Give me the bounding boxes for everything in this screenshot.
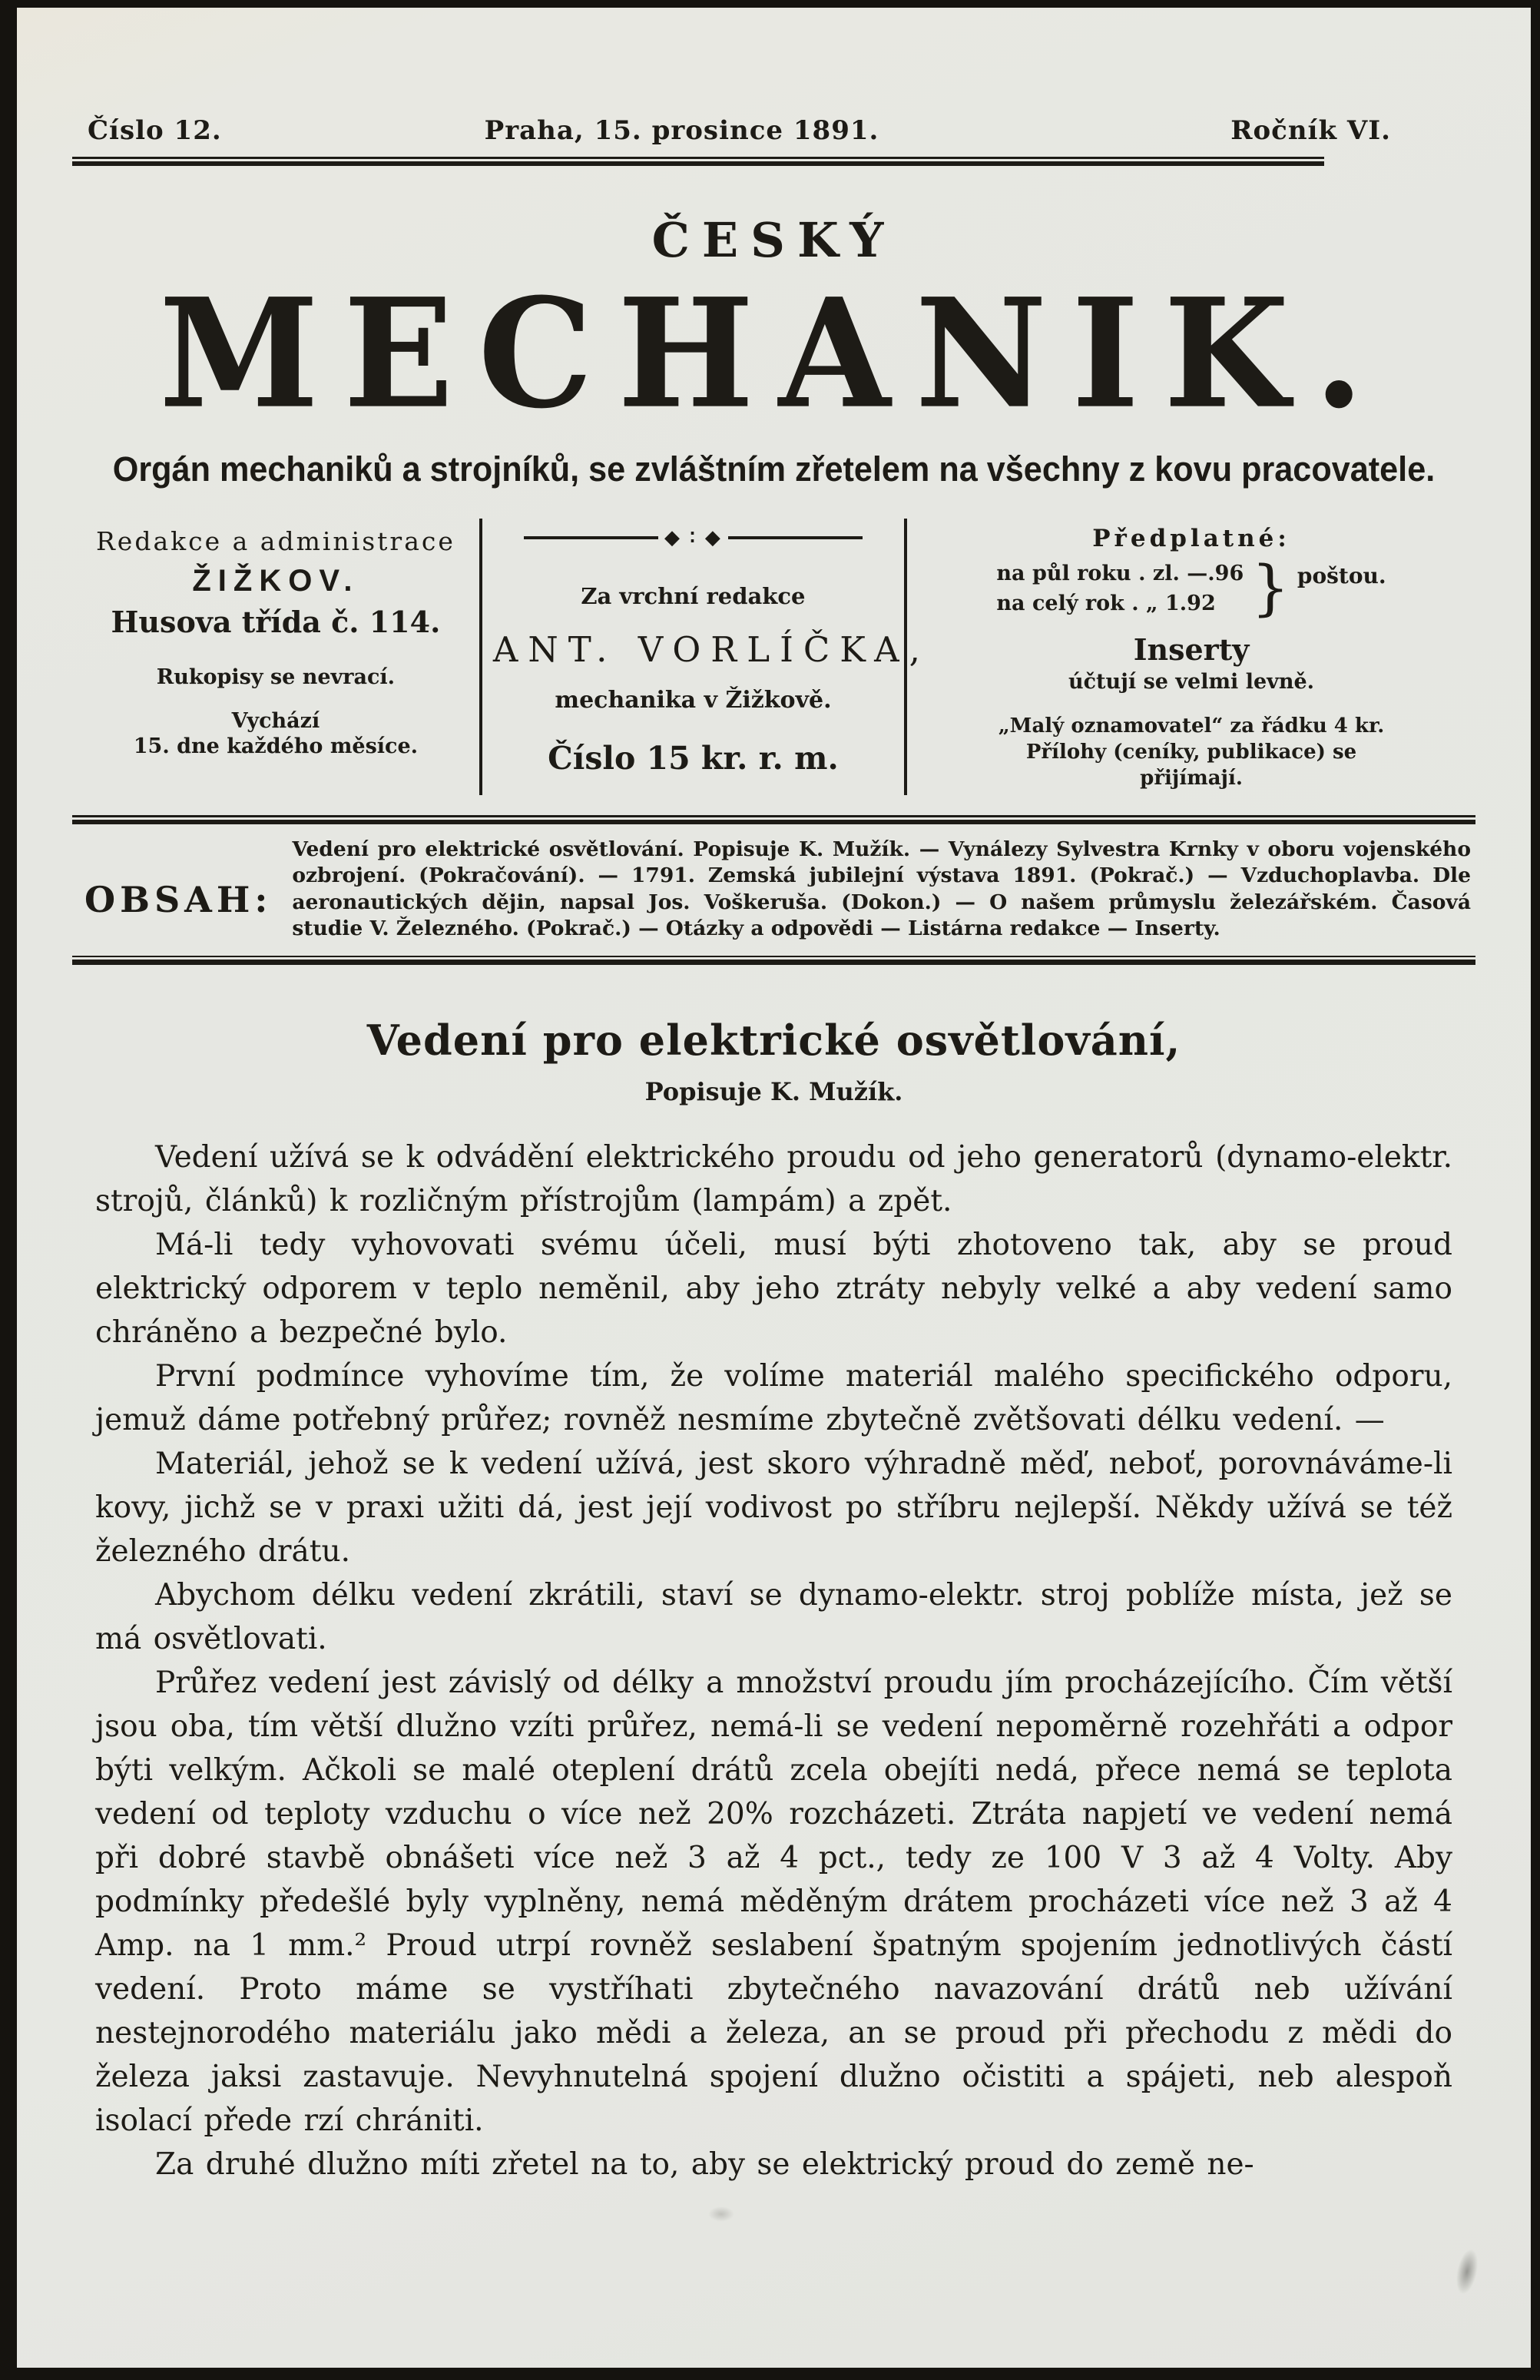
masthead-subtitle: Orgán mechaniků a strojníků, se zvláštním zřetelem na všechny z kovu pracovatele. [112,449,1436,489]
info-column-editor [479,519,930,795]
article-paragraph: První podmínce vyhovíme tím, že volíme materiál malého specifického odporu, jemuž dáme potřebný průřez; rovněž nesmíme zbytečně zvětšovati délku vedení. — [95,1359,1452,1438]
small-ads-notes [918,714,1465,791]
info-box [72,519,1475,795]
header-rule [72,157,1324,166]
editor-intro: Za vrchní redakce [581,583,806,609]
redakce-address: Husova třída č. 114. [111,605,441,639]
issue-price: Číslo 15 kr. r. m. [548,740,839,777]
contents-text: Vedení pro elektrické osvětlování. Popisuje K. Mužík. — Vynálezy Sylvestra Krnky v oboru vojenského ozbrojení. (Pokračování). — 1791. Zemská jubilejní výstava 1891. (Pokrač.) — Vzduchoplavba. Dle aeronautických dějin, napsal Jos. Voškeruša. (Dokon.) — O našem průmyslu železářském. Časová studie V. Železného. (Pokrač.) — Otázky a odpovědi — Listárna redakce — Inserty. [292,837,1471,940]
header-row [72,115,1475,146]
ornament-bar-left [524,536,658,539]
contents-rule-top [72,815,1475,824]
manuscripts-note: Rukopisy se nevrací. [156,665,396,689]
subscription-heading: Předplatné: [1092,525,1290,552]
masthead-title: MECHANIK. [159,265,1389,443]
editor-name: ANT. VORLÍČKA, [492,629,930,670]
ornament-bar-right [728,536,863,539]
publishes-note: Vychází [231,709,320,733]
paper [17,8,1531,2368]
volume-number: Ročník VI. [1230,115,1391,146]
ornament-divider [524,526,863,549]
info-column-redakce [72,519,479,795]
contents-block [72,837,1475,943]
small-ads-line2: Přílohy (ceníky, publikace) se [1025,741,1357,764]
place-date: Praha, 15. prosince 1891. [484,115,879,146]
article-paragraph: Abychom délku vedení zkrátili, staví se dynamo-elektr. stroj poblíže místa, jež se má osvětlovati. [95,1578,1452,1657]
brace-glyph: } [1251,554,1290,624]
contents-rule-bottom [72,956,1475,965]
editor-profession: mechanika v Žižkově. [555,687,832,714]
small-ads-line3: přijímají. [1140,766,1243,790]
issue-number: Číslo 12. [88,115,222,146]
price-half-year: na půl roku . zl. —.96 [996,562,1244,585]
article-paragraph: Vedení užívá se k odvádění elektrického proudu od jeho generatorů (dynamo-elektr. strojů, článků) k rozličným přístrojům (lampám) a zpět. [95,1140,1452,1219]
publish-day-note: 15. dne každého měsíce. [133,734,419,758]
article-byline: Popisuje K. Mužík. [644,1077,903,1107]
contents-label: OBSAH: [84,878,273,920]
price-full-year: na celý rok . „ 1.92 [996,592,1216,616]
redakce-heading: Redakce a administrace [95,526,455,556]
ornament-icon: ◆ ∶ ◆ [664,526,722,549]
redakce-city: ŽIŽKOV. [192,564,359,598]
ads-heading: Inserty [1133,632,1250,668]
article-paragraph: Za druhé dlužno míti zřetel na to, aby se elektrický proud do země ne- [155,2147,1254,2183]
article-paragraph: Průřez vedení jest závislý od délky a množství proudu jím procházejícího. Čím větší jsou oba, tím větší dlužno vzíti průřez, nemá-li se vedení nepoměrně rozehřáti a odpor býti velkým. Ačkoli se malé oteplení drátů zcela obejíti nedá, přece nemá se teplota vedení od teploty vzduchu o více než 20% rozcházeti. Ztráta napjetí ve vedení nemá při dobré stavbě obnášeti více než 3 až 4 pct., tedy ze 100 V 3 až 4 Volty. Aby podmínky předešlé byly vyplněny, nemá měděným drátem procházeti více než 3 až 4 Amp. na 1 mm.² Proud utrpí rovněž seslabení špatným spojením jednotlivých částí vedení. Proto máme se vystříhati zbytečného navazování drátů neb užívání nestejnorodého materiálu jako mědi a železa, an se proud při přechodu z mědi do železa jaksi zastavuje. Nevyhnutelná spojení dlužno očistiti a spájeti, neb alespoň isolací přede rzí chrániti. [95,1666,1452,2139]
article-paragraph: Materiál, jehož se k vedení užívá, jest skoro výhradně měď, neboť, porovnáváme-li kovy, jichž se v praxi užiti dá, jest její vodivost po stříbru nejlepší. Někdy užívá se též železného drátu. [95,1447,1452,1570]
article-paragraph: Má-li tedy vyhovovati svému účeli, musí býti zhotoveno tak, aby se proud elektrický odporem v teplo neměnil, aby jeho ztráty nebyly velké a aby vedení samo chráněno a bezpečné bylo. [95,1228,1452,1351]
masthead-kicker: ČESKÝ [651,212,896,268]
subscription-prices [918,554,1465,624]
article-title: Vedení pro elektrické osvětlování, [366,1016,1181,1066]
scan-smudge [708,2206,734,2222]
article-body [72,1135,1475,2186]
postage-note: poštou. [1297,563,1386,588]
ads-note: účtují se velmi levně. [1068,670,1315,694]
info-column-subscription [907,519,1475,795]
scan-smudge [1452,2247,1482,2296]
small-ads-line1: „Malý oznamovatel“ za řádku 4 kr. [998,714,1385,738]
